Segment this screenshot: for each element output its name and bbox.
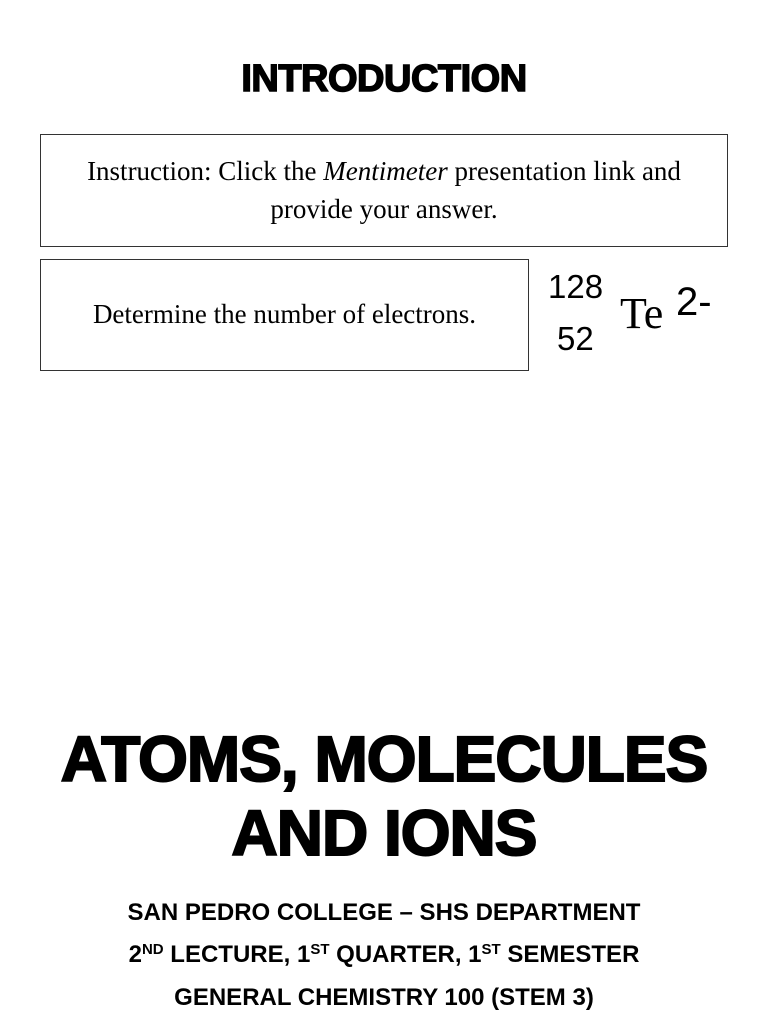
course-line: GENERAL CHEMISTRY 100 (STEM 3) <box>174 984 594 1011</box>
instruction-box <box>40 134 728 247</box>
instruction-text: Instruction: Click the Mentimeter presentation link and provide your answer. <box>87 155 681 224</box>
college-line: SAN PEDRO COLLEGE – SHS DEPARTMENT <box>127 899 641 926</box>
mentimeter-emphasis: Mentimeter <box>323 155 448 186</box>
element-symbol: Te <box>620 289 664 338</box>
mass-number: 128 <box>548 268 604 305</box>
atomic-number: 52 <box>557 320 594 357</box>
lecture-line: 2ND LECTURE, 1ST QUARTER, 1ST SEMESTER <box>128 941 640 968</box>
question-box <box>40 259 529 371</box>
slide-title: INTRODUCTION <box>241 58 527 100</box>
nuclide-notation <box>545 268 745 368</box>
main-title: ATOMS, MOLECULES AND IONS <box>60 723 708 869</box>
ion-charge: 2- <box>676 280 712 324</box>
question-text: Determine the number of electrons. <box>92 299 477 330</box>
